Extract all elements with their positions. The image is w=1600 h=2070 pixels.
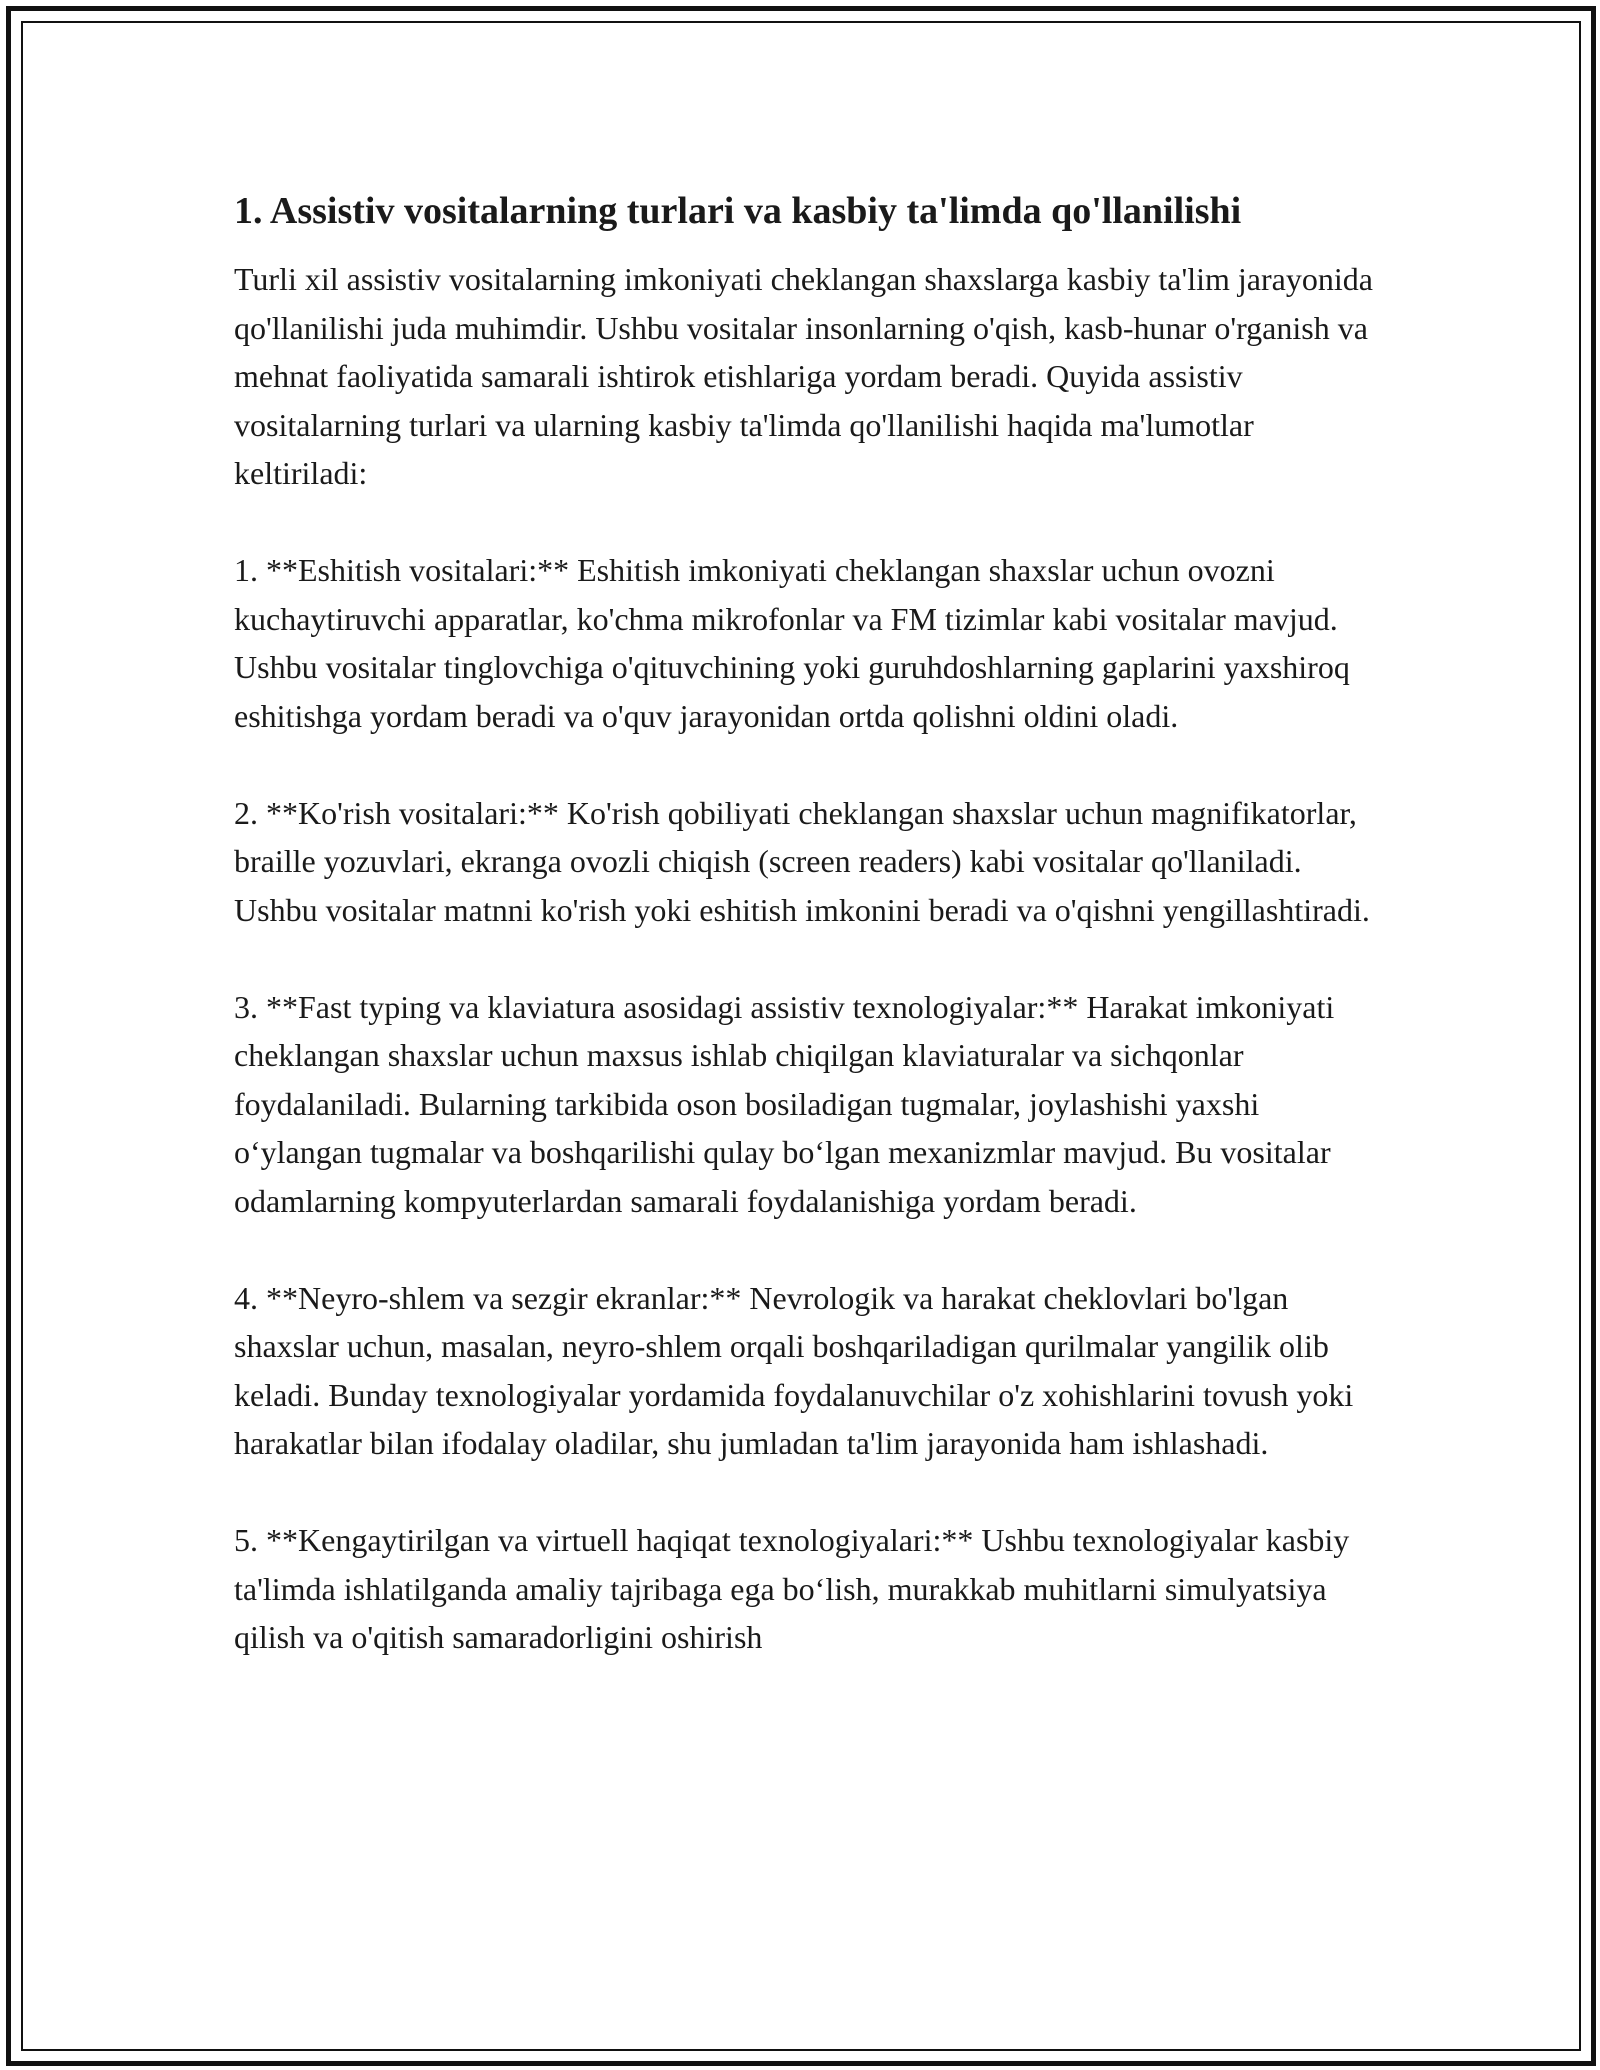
list-item-ar-vr: 5. **Kengaytirilgan va virtuell haqiqat texnologiyalari:** Ushbu texnologiyalar kasbiy ta'limda ishlatilganda amaliy tajribaga ega bo‘lish, murakkab muhitlarni simulyatsiya qilish va o'qitish samaradorligini oshirish xyxy=(234,1522,1350,1655)
list-item-hearing-aids: 1. **Eshitish vositalari:** Eshitish imkoniyati cheklangan shaxslar uchun ovozni kuchaytiruvchi apparatlar, ko'chma mikrofonlar va FM tizimlar kabi vositalar mavjud. Ushbu vositalar tinglovchiga o'qituvchining yoki guruhdoshlarning gaplarini yaxshiroq eshitishga yordam beradi va o'quv jarayonidan ortda qolishni oldini oladi. xyxy=(234,552,1350,734)
document-body xyxy=(234,185,1374,1710)
list-item-keyboard-tech: 3. **Fast typing va klaviatura asosidagi assistiv texnologiyalar:** Harakat imkoniyati cheklangan shaxslar uchun maxsus ishlab chiqilgan klaviaturalar va sichqonlar foydalaniladi. Bularning tarkibida oson bosiladigan tugmalar, joylashishi yaxshi o‘ylangan tugmalar va boshqarilishi qulay bo‘lgan mexanizmlar mavjud. Bu vositalar odamlarning kompyuterlardan samarali foydalanishiga yordam beradi. xyxy=(234,988,1335,1219)
list-item-neuro-headset: 4. **Neyro-shlem va sezgir ekranlar:** Nevrologik va harakat cheklovlari bo'lgan shaxslar uchun, masalan, neyro-shlem orqali boshqariladigan qurilmalar yangilik olib keladi. Bunday texnologiyalar yordamida foydalanuvchilar o'z xohishlarini tovush yoki harakatlar bilan ifodalay oladilar, shu jumladan ta'lim jarayonida ham ishlashadi. xyxy=(234,1279,1354,1461)
section-heading: 1. Assistiv vositalarning turlari va kasbiy ta'limda qo'llanilishi xyxy=(234,190,1242,232)
list-item-vision-aids: 2. **Ko'rish vositalari:** Ko'rish qobiliyati cheklangan shaxslar uchun magnifikatorlar, braille yozuvlari, ekranga ovozli chiqish (screen readers) kabi vositalar qo'llaniladi. Ushbu vositalar matnni ko'rish yoki eshitish imkonini beradi va o'qishni yengillashtiradi. xyxy=(234,794,1370,928)
intro-paragraph: Turli xil assistiv vositalarning imkoniyati cheklangan shaxslarga kasbiy ta'lim jarayonida qo'llanilishi juda muhimdir. Ushbu vositalar insonlarning o'qish, kasb-hunar o'rganish va mehnat faoliyatida samarali ishtirok etishlariga yordam beradi. Quyida assistiv vositalarning turlari va ularning kasbiy ta'limda qo'llanilishi haqida ma'lumotlar keltiriladi: xyxy=(234,261,1373,491)
